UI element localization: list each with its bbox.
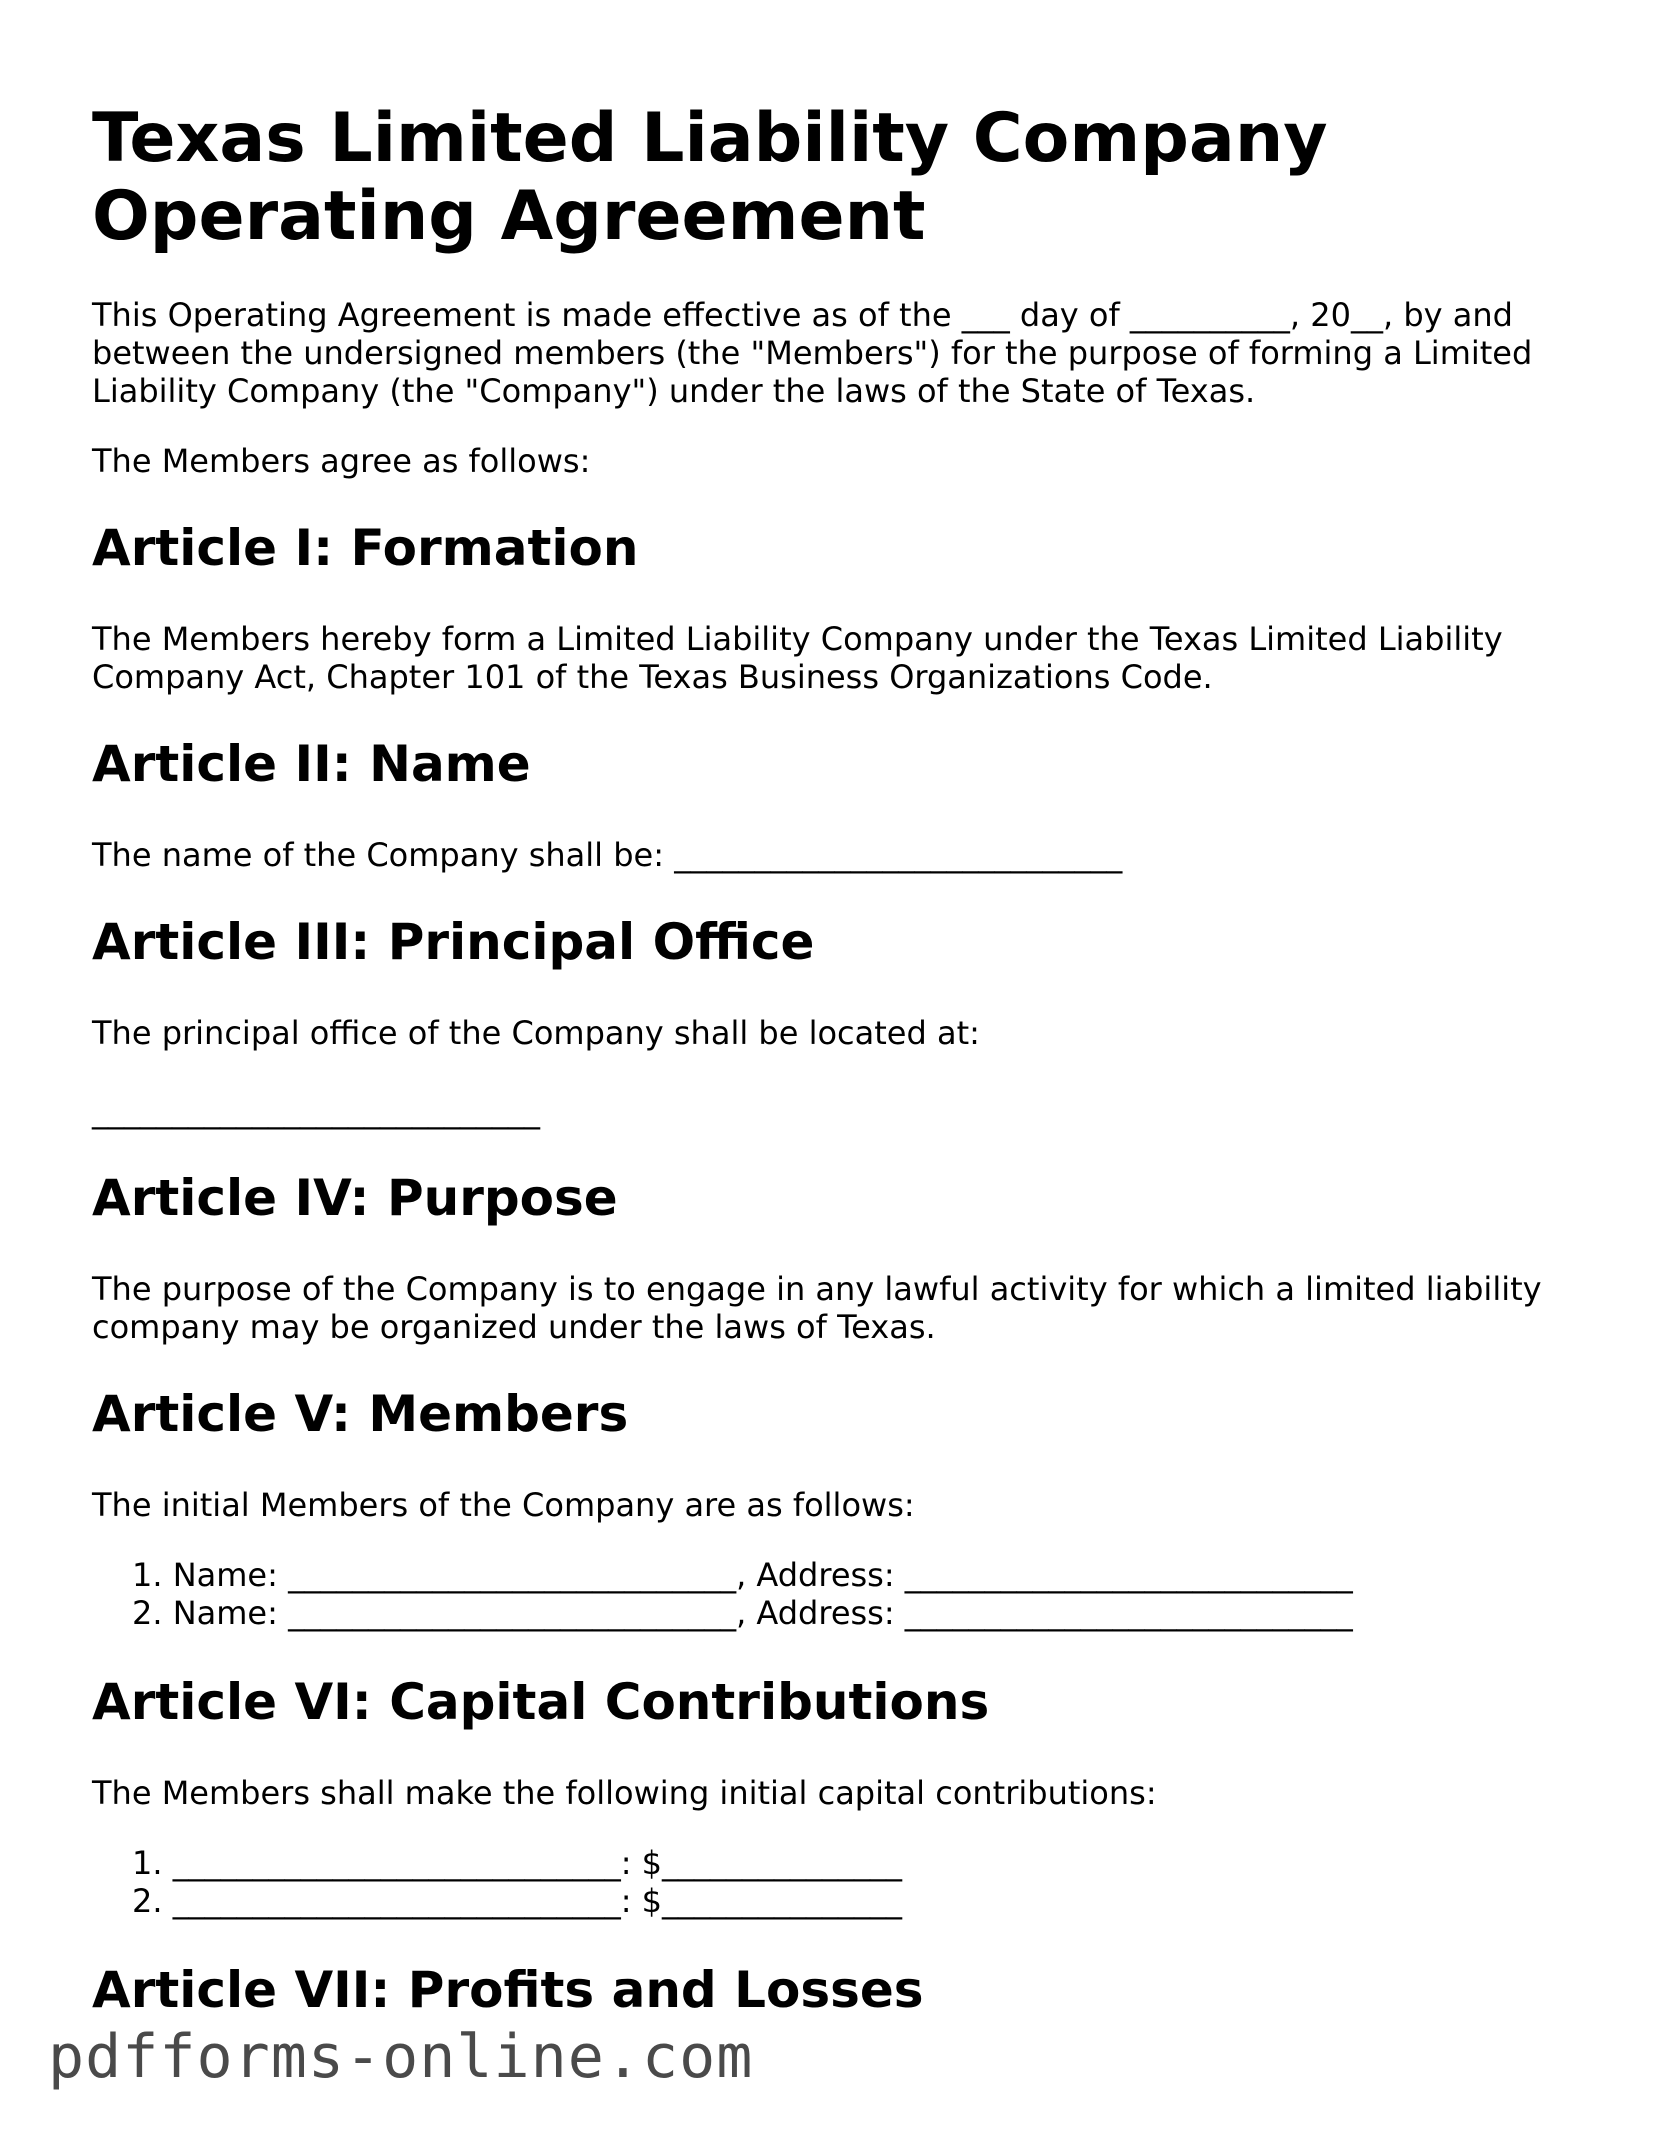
contributions-list xyxy=(92,1844,1572,1920)
intro-paragraph: This Operating Agreement is made effective as of the ___ day of __________, 20__, by and between the undersigned members (the "Members") for the purpose of forming a Limited Liability Company (the "Company") under the laws of the State of Texas. xyxy=(92,296,1533,410)
agree-paragraph: The Members agree as follows: xyxy=(92,442,591,480)
article-name xyxy=(92,734,1572,874)
watermark-text: pdfforms-online.com xyxy=(48,2022,754,2092)
article-body: The Members hereby form a Limited Liability Company under the Texas Limited Liability Company Act, Chapter 101 of the Texas Business Organizations Code. xyxy=(92,620,1503,696)
contribution-entry: 2. ____________________________: $_______________ xyxy=(132,1882,903,1920)
company-name-field: The name of the Company shall be: ____________________________ xyxy=(92,836,1123,874)
document-title: Texas Limited Liability Company Operating Agreement xyxy=(92,99,1328,256)
member-entry: 2. Name: ____________________________, Address: ____________________________ xyxy=(132,1594,1353,1632)
article-heading: Article IV: Purpose xyxy=(92,1169,618,1227)
article-heading: Article I: Formation xyxy=(92,519,639,577)
article-body: The purpose of the Company is to engage in any lawful activity for which a limited liability company may be organized under the laws of Texas. xyxy=(92,1270,1542,1346)
article-profits-losses xyxy=(92,1960,1572,2020)
article-body: The principal office of the Company shall be located at: xyxy=(92,1014,980,1052)
article-body: The initial Members of the Company are as follows: xyxy=(92,1486,915,1524)
document-page xyxy=(92,100,1572,2062)
article-formation xyxy=(92,518,1572,696)
member-entry: 1. Name: ____________________________, Address: ____________________________ xyxy=(132,1556,1353,1594)
article-purpose xyxy=(92,1168,1572,1346)
article-heading: Article VII: Profits and Losses xyxy=(92,1961,924,2019)
article-heading: Article II: Name xyxy=(92,735,531,793)
principal-office-blank: ____________________________ xyxy=(92,1092,540,1130)
article-heading: Article VI: Capital Contributions xyxy=(92,1673,990,1731)
contribution-entry: 1. ____________________________: $_______________ xyxy=(132,1844,903,1882)
article-members xyxy=(92,1384,1572,1632)
article-heading: Article III: Principal Office xyxy=(92,913,815,971)
article-capital-contributions xyxy=(92,1672,1572,1920)
members-list xyxy=(92,1556,1572,1632)
article-principal-office xyxy=(92,912,1572,1130)
article-body: The Members shall make the following initial capital contributions: xyxy=(92,1774,1157,1812)
article-heading: Article V: Members xyxy=(92,1385,629,1443)
